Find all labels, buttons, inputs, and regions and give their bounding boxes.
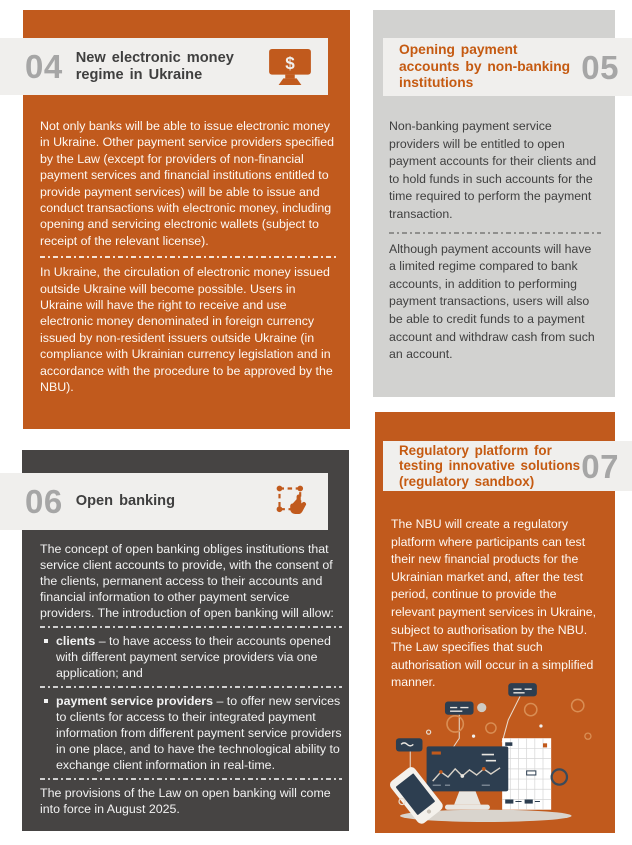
dash-dot-divider bbox=[40, 626, 342, 628]
tap-selection-icon bbox=[274, 484, 312, 520]
panel-07-header-band bbox=[383, 441, 632, 491]
list-item bbox=[40, 633, 342, 681]
paragraph: The provisions of the Law on open banking will come into force in August 2025. bbox=[40, 786, 331, 816]
svg-text:$: $ bbox=[285, 53, 295, 73]
panel-05-body bbox=[389, 118, 601, 364]
fintech-dashboard-illustration bbox=[387, 679, 603, 824]
panel-06-body bbox=[40, 541, 342, 817]
bullet-rest: – to offer new services to clients for access to their integrated payment information from different payment service providers in one place, and to have the technological ability to exchange client information in real-time. bbox=[56, 694, 342, 772]
panel-06-header-band bbox=[0, 473, 328, 530]
bullet-rest: – to have access to their accounts opened with different payment service providers via one application; and bbox=[56, 634, 331, 680]
bullet-square-icon bbox=[44, 699, 48, 703]
bullet-lead: payment service providers bbox=[56, 694, 214, 708]
panel-04-body bbox=[40, 118, 336, 396]
list-item bbox=[40, 693, 342, 773]
paragraph: Non-banking payment service providers will be entitled to open payment accounts for their clients and to hold funds in such accounts for the time required to perform the payment transaction. bbox=[389, 119, 597, 221]
dash-dot-divider bbox=[40, 778, 342, 780]
panel-04-header-band bbox=[0, 38, 328, 95]
panel-number: 05 bbox=[581, 48, 619, 86]
panel-number: 04 bbox=[25, 48, 63, 85]
bullet-text bbox=[56, 633, 342, 681]
dash-dot-divider bbox=[389, 232, 601, 234]
paragraph: In Ukraine, the circulation of electronic money issued outside Ukraine will become possible. Users in Ukraine will have the right to receive and use electronic money denominated in foreign currency issued by non-resident issuers outside Ukraine (in compliance with Ukrainian currency legislation and in accordance with the procedure to be approved by the NBU). bbox=[40, 265, 333, 395]
bullet-lead: clients bbox=[56, 634, 96, 648]
dash-dot-divider bbox=[40, 686, 342, 688]
bullet-square-icon bbox=[44, 639, 48, 643]
panel-title: Regulatory platform for testing innovative solutions (regulatory sandbox) bbox=[399, 442, 581, 489]
panel-05-header-band bbox=[383, 38, 632, 96]
panel-07-body bbox=[391, 516, 601, 692]
panel-number: 07 bbox=[581, 447, 619, 485]
paragraph: The NBU will create a regulatory platform where participants can test their new financial products for the Ukrainian market and, after the test period, continue to provide the relevant payment services in Ukraine, subject to authorisation by the NBU. The Law specifies that such authorisation will occur in a simplified manner. bbox=[391, 517, 597, 690]
panel-number: 06 bbox=[25, 483, 63, 520]
monitor-dollar-icon bbox=[268, 48, 312, 86]
panel-title: Open banking bbox=[75, 493, 176, 509]
dash-dot-divider bbox=[40, 256, 336, 258]
paragraph: The concept of open banking obliges institutions that service client accounts to provide, with the consent of the clients, permanent access to their accounts and financial information to other payment service providers. The introduction of open banking will allow: bbox=[40, 542, 334, 620]
paragraph: Not only banks will be able to issue electronic money in Ukraine. Other payment service providers specified by the Law (except for providers of non-financial payment services and financial institutions entitled to provide payment services) will be able to issue and conduct transactions with electronic money, including opening and servicing electronic wallets (subject to receipt of the relevant license). bbox=[40, 119, 335, 248]
panel-title: Opening payment accounts by non-banking institutions bbox=[399, 42, 571, 91]
paragraph: Although payment accounts will have a limited regime compared to bank accounts, in addition to performing payment transactions, users will also be able to credit funds to a payment account and withdraw cash from such an account. bbox=[389, 241, 595, 362]
panel-title: New electronic money regime in Ukraine bbox=[75, 49, 234, 83]
bullet-text bbox=[56, 693, 342, 773]
